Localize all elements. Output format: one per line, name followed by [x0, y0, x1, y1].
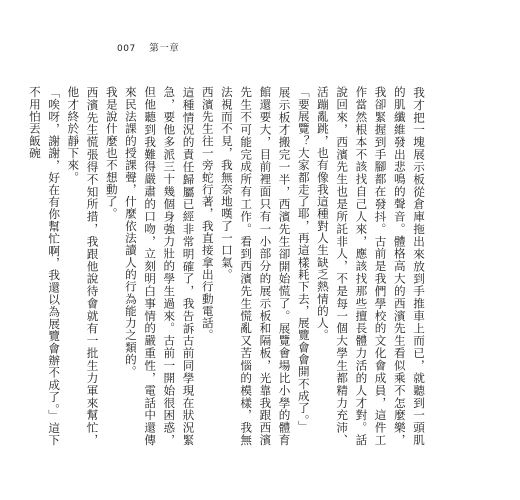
paragraph: 「要展覽？大家都走了耶，再這樣耗下去，展覽會會開不成了。」 [296, 86, 311, 433]
paragraph: 展示板才搬完一半，西濱先生卻開始慌了。展覽會場比小學的體育館還要大，目前裡面只有一小部分的展示板和隔板，光靠我跟西濱先生不可能完成所有工作。看到西濱先生慌亂又苦惱的模樣，我無法視而不見，我無奈地嘆了一口氣。 [219, 86, 292, 446]
page-header [117, 40, 179, 54]
paragraph: 這種情況的責任歸屬已經非常明確了，我告訴古前同學現在狀況緊急，要他多派三十幾個身強力壯的學生過來。古前一開始很困惑，但他聽到我難得嚴肅的口吻，立刻明白事情的嚴重性，電話中還傳來民法課的授課聲，什麼依法讀人的行為能力之類的。 [123, 86, 196, 446]
paragraph: 「唉呀，謝謝，好在有你幫忙啊，我還以為展覽會辦不成了。」這下不用怕丟飯碗 [27, 86, 62, 446]
paragraph: 我才把一塊展示板從倉庫拖出來放到手推車上而已，就聽到一頭肌的肌纖維發出悲鳴的聲音。體格高大的西濱先生看似乘不怎麼樂，我卻緊握到手腳都在發抖。古前是我們學校的文化會成員，這件工作當然根本不該找自己人來，應該找那些擅長體力活的人才對。話說回來，西濱先生也是所託非人，不是每一個大學生都精力充沛、活蹦亂跳，也有像我這種對人生缺乏熱情的人。 [315, 86, 426, 446]
paragraph: 西濱先生慌張得不知所措，我跟他說待會就有一批生力軍來幫忙，他才終於靜下來。 [66, 86, 100, 446]
paragraph: 我是說什麼也不想動了。 [104, 86, 119, 220]
page-body [25, 86, 428, 446]
page-number: 007 [117, 44, 136, 54]
paragraph: 西濱先生往一旁蛇行著，我直接拿出行動電話。 [200, 86, 215, 342]
chapter-title: 第一章 [149, 43, 180, 54]
